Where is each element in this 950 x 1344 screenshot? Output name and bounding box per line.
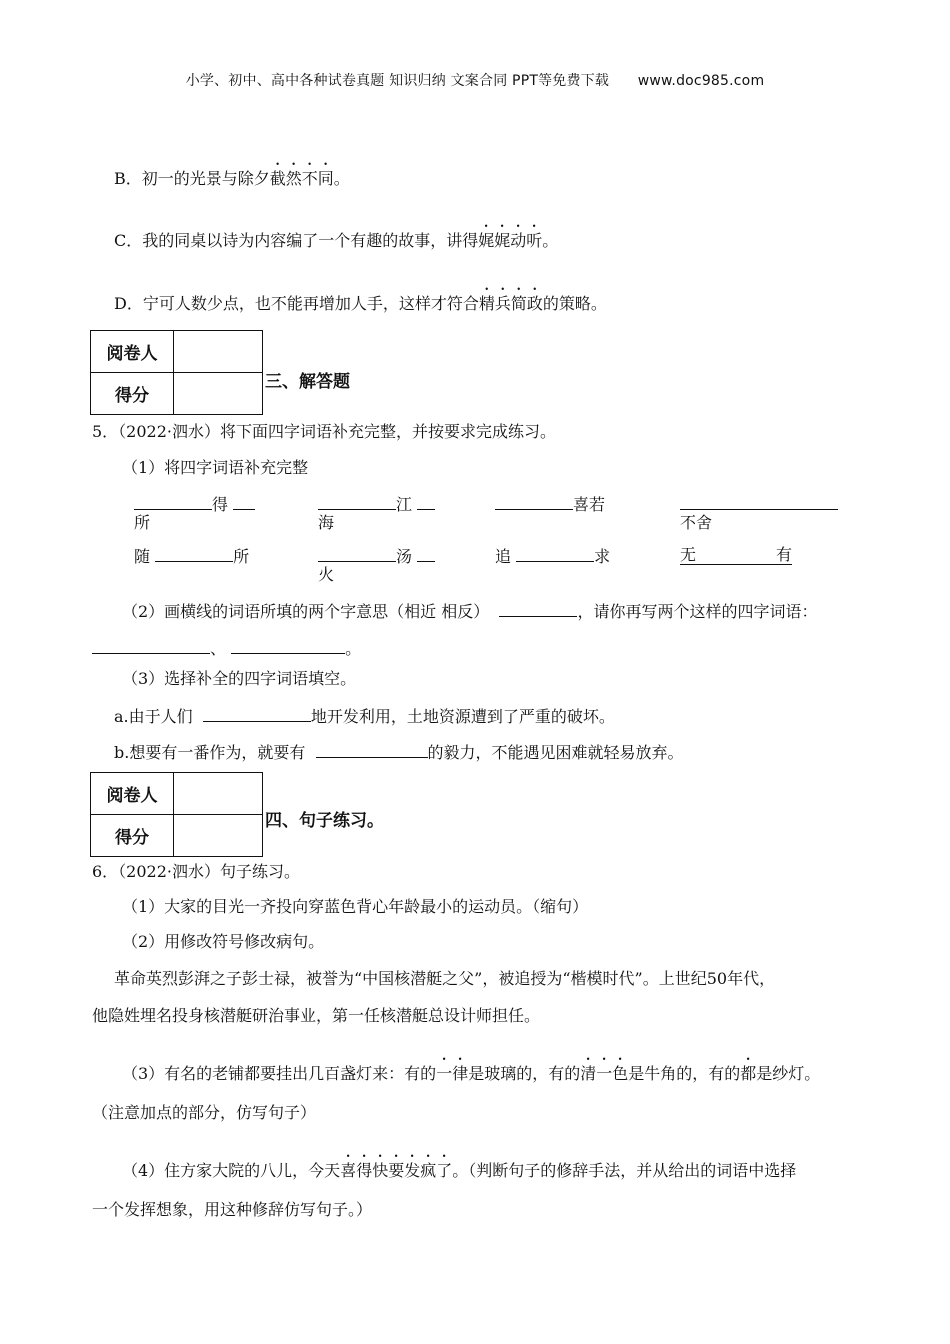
q6-part3-b: 是玻璃的，有的 (468, 1064, 581, 1083)
q6-part3-note: （注意加点的部分，仿写句子） (92, 1103, 317, 1122)
idiom-2-end: 海 (318, 513, 335, 532)
q5-part1-title: （1）将四字词语补充完整 (122, 458, 309, 477)
q5-part2-answers (92, 637, 361, 659)
idiom-5-char-b: 所 (233, 547, 250, 566)
q6-part3-em-3: 都 (740, 1064, 757, 1083)
score-label: 得分 (91, 373, 174, 415)
score-field[interactable] (174, 373, 263, 415)
q6-part3 (122, 1055, 820, 1084)
option-c-emphasis: 娓娓动听 (478, 231, 543, 250)
idiom-4-end: 不舍 (680, 513, 713, 532)
idiom-5-blank[interactable] (155, 545, 233, 562)
score-table-2 (90, 772, 263, 857)
idiom-2-blank-a[interactable] (318, 493, 396, 510)
q5-stem: 5．（2022·泗水）将下面四字词语补充完整，并按要求完成练习。 (92, 422, 556, 441)
idiom-2 (318, 493, 435, 515)
idiom-1-end: 所 (134, 513, 151, 532)
idiom-1-blank-a[interactable] (134, 493, 212, 510)
q6-paragraph-line-1: 革命英烈彭湃之子彭士禄，被誉为“中国核潜艇之父”，被追授为“楷模时代”。上世纪50年代， (114, 969, 776, 988)
q5-part3-a-blank[interactable] (203, 705, 311, 722)
idiom-5 (134, 545, 249, 567)
q6-stem: 6．（2022·泗水）句子练习。 (92, 862, 300, 881)
idiom-7-char-b: 求 (594, 547, 611, 566)
idiom-8-char-a: 无 (680, 545, 697, 564)
q5-part2-text: （2）画横线的词语所填的两个字意思（相近 相反） (122, 602, 490, 621)
idiom-8-char-b: 有 (776, 545, 793, 564)
reviewer-label-2: 阅卷人 (91, 773, 174, 815)
q6-part4-line-2: 一个发挥想象，用这种修辞仿写句子。） (92, 1200, 373, 1219)
score-label-2: 得分 (91, 815, 174, 857)
header-text: 小学、初中、高中各种试卷真题 知识归纳 文案合同 PPT等免费下载 (185, 73, 610, 89)
idiom-8 (680, 545, 792, 565)
q5-part3-title: （3）选择补全的四字词语填空。 (122, 669, 357, 688)
section-4-title: 四、句子练习。 (265, 811, 384, 831)
idiom-6-blank-b[interactable] (417, 545, 435, 562)
q6-part4-emphasis: 喜得快要发疯了 (340, 1161, 453, 1180)
page-header (0, 70, 950, 90)
q5-part3-b-pre: b.想要有一番作为，就要有 (114, 743, 306, 762)
q6-part4-post: 。（判断句子的修辞手法，并从给出的词语中选择 (452, 1161, 797, 1180)
q5-answer-sep: 、 (210, 639, 227, 658)
idiom-6-blank-a[interactable] (318, 545, 396, 562)
option-c (114, 222, 558, 251)
q5-answer-end: 。 (345, 639, 362, 658)
idiom-4 (680, 493, 838, 515)
reviewer-label: 阅卷人 (91, 331, 174, 373)
reviewer-field-2[interactable] (174, 773, 263, 815)
idiom-6-end: 火 (318, 565, 335, 584)
option-d (114, 285, 607, 314)
option-d-tail: 的策略。 (542, 294, 607, 313)
option-c-text: C．我的同桌以诗为内容编了一个有趣的故事，讲得 (114, 231, 479, 250)
q5-part3-a-post: 地开发利用，土地资源遭到了严重的破坏。 (310, 707, 615, 726)
option-d-text: D．宁可人数少点，也不能再增加人手，这样才符合 (114, 294, 479, 313)
idiom-3-chars: 喜若 (573, 495, 606, 514)
score-field-2[interactable] (174, 815, 263, 857)
q6-part3-em-1: 一律 (436, 1064, 469, 1083)
q6-part3-d: 是纱灯。 (756, 1064, 821, 1083)
idiom-7-char-a: 追 (495, 547, 512, 566)
q5-part3-a (114, 705, 615, 727)
q6-paragraph-line-2: 他隐姓埋名投身核潜艇研治事业，第一任核潜艇总设计师担任。 (92, 1006, 541, 1025)
q5-part3-b-blank[interactable] (316, 741, 428, 758)
q6-part4 (122, 1152, 796, 1181)
header-url[interactable]: www.doc985.com (637, 73, 765, 89)
idiom-7 (495, 545, 610, 567)
q5-part3-b-post: 的毅力，不能遇见困难就轻易放弃。 (427, 743, 684, 762)
idiom-8-underlined (680, 545, 792, 565)
q5-part3-b (114, 741, 684, 763)
q5-part3-a-pre: a.由于人们 (114, 707, 193, 726)
q6-part3-em-2: 清一色 (580, 1064, 629, 1083)
q5-answer-blank-2[interactable] (231, 637, 345, 654)
q5-answer-blank-1[interactable] (92, 637, 210, 654)
option-b (114, 160, 350, 189)
idiom-3 (495, 493, 605, 515)
idiom-6-char-a: 汤 (396, 547, 413, 566)
idiom-1-blank-b[interactable] (233, 493, 255, 510)
idiom-2-blank-b[interactable] (417, 493, 435, 510)
q5-part2-blank[interactable] (499, 600, 577, 617)
idiom-5-char-a: 随 (134, 547, 151, 566)
idiom-1 (134, 493, 255, 515)
option-b-emphasis: 截然不同 (269, 169, 334, 188)
q5-part2-tail: ，请你再写两个这样的四字词语： (577, 602, 818, 621)
section-3-title: 三、解答题 (265, 372, 350, 392)
q6-part4-pre: （4）住方家大院的八儿，今天 (122, 1161, 341, 1180)
reviewer-field[interactable] (174, 331, 263, 373)
q5-part2 (122, 600, 817, 622)
option-b-text: B．初一的光景与除夕 (114, 169, 270, 188)
option-d-emphasis: 精兵简政 (478, 294, 543, 313)
q6-part3-c: 是牛角的，有的 (628, 1064, 741, 1083)
q6-part2: （2）用修改符号修改病句。 (122, 932, 325, 951)
idiom-4-blank[interactable] (680, 493, 838, 510)
idiom-3-blank-a[interactable] (495, 493, 573, 510)
score-table (90, 330, 263, 415)
idiom-7-blank[interactable] (516, 545, 594, 562)
option-c-tail: 。 (542, 231, 559, 250)
q6-part3-a: （3）有名的老铺都要挂出几百盏灯来：有的 (122, 1064, 437, 1083)
q6-part1: （1）大家的目光一齐投向穿蓝色背心年龄最小的运动员。（缩句） (122, 897, 589, 916)
idiom-6 (318, 545, 435, 567)
idiom-1-char-a: 得 (212, 495, 229, 514)
option-b-tail: 。 (333, 169, 350, 188)
idiom-2-char-a: 江 (396, 495, 413, 514)
